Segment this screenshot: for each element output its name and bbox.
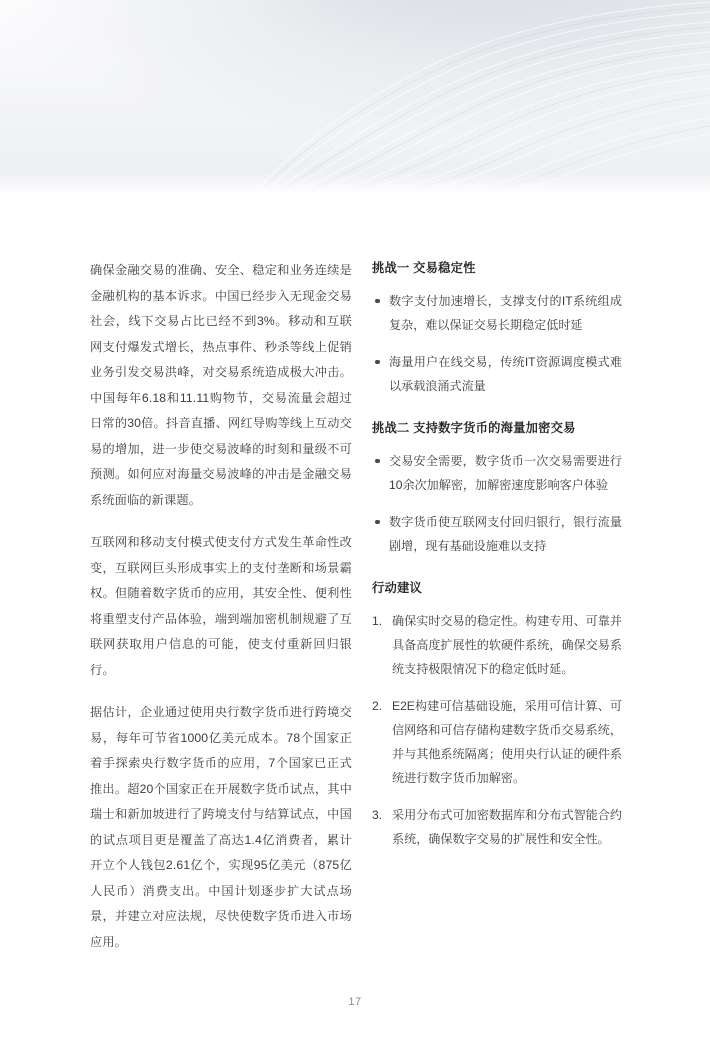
header-decorative-band (0, 0, 710, 198)
recommendations-list (372, 609, 622, 851)
paragraph: 确保金融交易的准确、安全、稳定和业务连续是金融机构的基本诉求。中国已经步入无现金交易社会，线下交易占比已经不到3%。移动和互联网支付爆发式增长，热点事件、秒杀等线上促销业务引发交易洪峰，对交易系统造成极大冲击。中国每年6.18和11.11购物节，交易流量会超过日常的30倍。抖音直播、网红导购等线上互动交易的增加，进一步使交易波峰的时刻和量级不可预测。如何应对海量交易波峰的冲击是金融交易系统面临的新课题。 (90, 263, 352, 507)
challenge-one-bullet-list (372, 289, 622, 398)
paragraph: 据估计，企业通过使用央行数字货币进行跨境交易，每年可节省1000亿美元成本。78个国家正着手探索央行数字货币的应用，7个国家已正式推出。超20个国家正在开展数字货币试点，其中瑞士和新加坡进行了跨境支付与结算试点，中国的试点项目更是覆盖了高达1.4亿消费者，累计开立个人钱包2.61亿个，实现95亿美元（875亿人民币）消费支出。中国计划逐步扩大试点场景，并建立对应法规，尽快使数字货币进入市场应用。 (90, 705, 352, 949)
right-text-column (372, 258, 622, 864)
challenge-one-heading: 挑战一 交易稳定性 (372, 261, 476, 275)
list-item: 数字支付加速增长，支撑支付的IT系统组成复杂，难以保证交易长期稳定低时延 (372, 289, 622, 337)
challenge-two-heading: 挑战二 支持数字货币的海量加密交易 (372, 421, 576, 435)
page-footer (0, 992, 710, 1010)
list-item: 交易安全需要，数字货币一次交易需要进行10余次加解密，加解密速度影响客户体验 (372, 449, 622, 497)
flowing-lines-graphic (0, 0, 710, 198)
recommendations-heading: 行动建议 (372, 581, 422, 595)
list-item: 采用分布式可加密数据库和分布式智能合约系统，确保数字交易的扩展性和安全性。 (392, 808, 622, 846)
list-item: E2E构建可信基础设施，采用可信计算、可信网络和可信存储构建数字货币交易系统，并与其他系统隔离；使用央行认证的硬件系统进行数字货币加解密。 (392, 699, 622, 785)
list-item: 数字货币使互联网支付回归银行，银行流量剧增，现有基础设施难以支持 (372, 510, 622, 558)
list-item: 确保实时交易的稳定性。构建专用、可靠并具备高度扩展性的软硬件系统，确保交易系统支持极限情况下的稳定低时延。 (392, 614, 622, 676)
challenge-two-bullet-list (372, 449, 622, 558)
paragraph: 互联网和移动支付模式使支付方式发生革命性改变，互联网巨头形成事实上的支付垄断和场景霸权。但随着数字货币的应用，其安全性、便利性将重塑支付产品体验，端到端加密机制规避了互联网获取用户信息的可能，使支付重新回归银行。 (90, 535, 352, 677)
left-text-column (90, 258, 352, 972)
list-item: 海量用户在线交易，传统IT资源调度模式难以承载浪涌式流量 (372, 350, 622, 398)
band-fade (0, 172, 710, 198)
page-number: 17 (348, 996, 362, 1008)
